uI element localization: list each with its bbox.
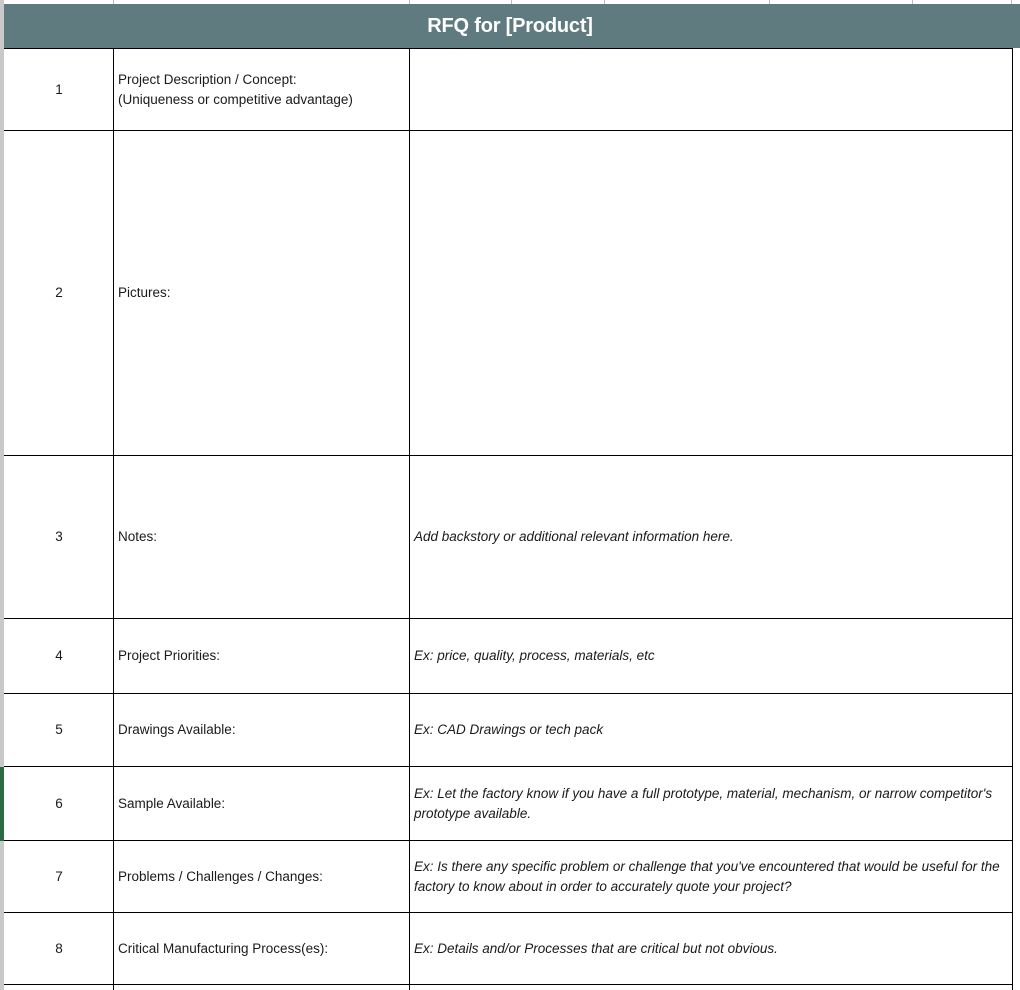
row-number: 3 (1, 456, 114, 619)
table-row (1, 767, 1013, 841)
row-example[interactable] (410, 49, 1013, 131)
table-row (1, 456, 1013, 619)
row-number: 5 (1, 694, 114, 767)
row-label-line1: Pictures: (118, 285, 171, 301)
row-label[interactable] (114, 49, 410, 131)
row-label[interactable] (114, 767, 410, 841)
table-row (1, 131, 1013, 456)
row-label-line1: Critical Manufacturing Process(es): (118, 940, 329, 956)
table-row (1, 694, 1013, 767)
row-label[interactable] (114, 456, 410, 619)
row-label-line1: Drawings Available: (118, 722, 236, 738)
row-number: 6 (1, 767, 114, 841)
table-row (1, 619, 1013, 694)
row-number: 4 (1, 619, 114, 694)
column-gridline-strip (0, 0, 1020, 4)
row-label[interactable] (114, 985, 410, 990)
sheet-title-banner (0, 4, 1020, 48)
row-number: 1 (1, 49, 114, 131)
row-example[interactable] (410, 985, 1013, 990)
table-row (1, 49, 1013, 131)
row-label-line1: Sample Available: (118, 795, 226, 811)
row-example[interactable]: Ex: Details and/or Processes that are critical but not obvious. (410, 913, 1013, 985)
row-number: 7 (1, 841, 114, 913)
row-label[interactable] (114, 841, 410, 913)
table-row (1, 913, 1013, 985)
row-number: 2 (1, 131, 114, 456)
row-header-gutter (0, 0, 4, 990)
row-example[interactable] (410, 131, 1013, 456)
row-example[interactable]: Ex: price, quality, process, materials, etc (410, 619, 1013, 694)
row-label-line2: (Uniqueness or competitive advantage) (118, 91, 353, 107)
rfq-table (0, 48, 1013, 990)
rfq-table-body (1, 49, 1013, 990)
row-label-line1: Problems / Challenges / Changes: (118, 868, 323, 884)
row-label-line1: Project Description / Concept: (118, 71, 297, 87)
row-example[interactable]: Ex: Is there any specific problem or challenge that you've encountered that would be useful for the factory to know about in order to accurately quote your project? (410, 841, 1013, 913)
row-label[interactable] (114, 913, 410, 985)
table-row (1, 985, 1013, 990)
row-example[interactable]: Add backstory or additional relevant information here. (410, 456, 1013, 619)
row-label-line1: Project Priorities: (118, 648, 221, 664)
table-row (1, 841, 1013, 913)
page-title: RFQ for [Product] (427, 14, 593, 37)
row-label[interactable] (114, 619, 410, 694)
row-example[interactable]: Ex: CAD Drawings or tech pack (410, 694, 1013, 767)
row-label[interactable] (114, 131, 410, 456)
row-label[interactable] (114, 694, 410, 767)
row-number: 8 (1, 913, 114, 985)
row-example[interactable]: Ex: Let the factory know if you have a full prototype, material, mechanism, or narrow competitor's prototype available. (410, 767, 1013, 841)
row-number (1, 985, 114, 990)
active-cell-marker (0, 767, 4, 841)
row-label-line1: Notes: (118, 529, 158, 545)
